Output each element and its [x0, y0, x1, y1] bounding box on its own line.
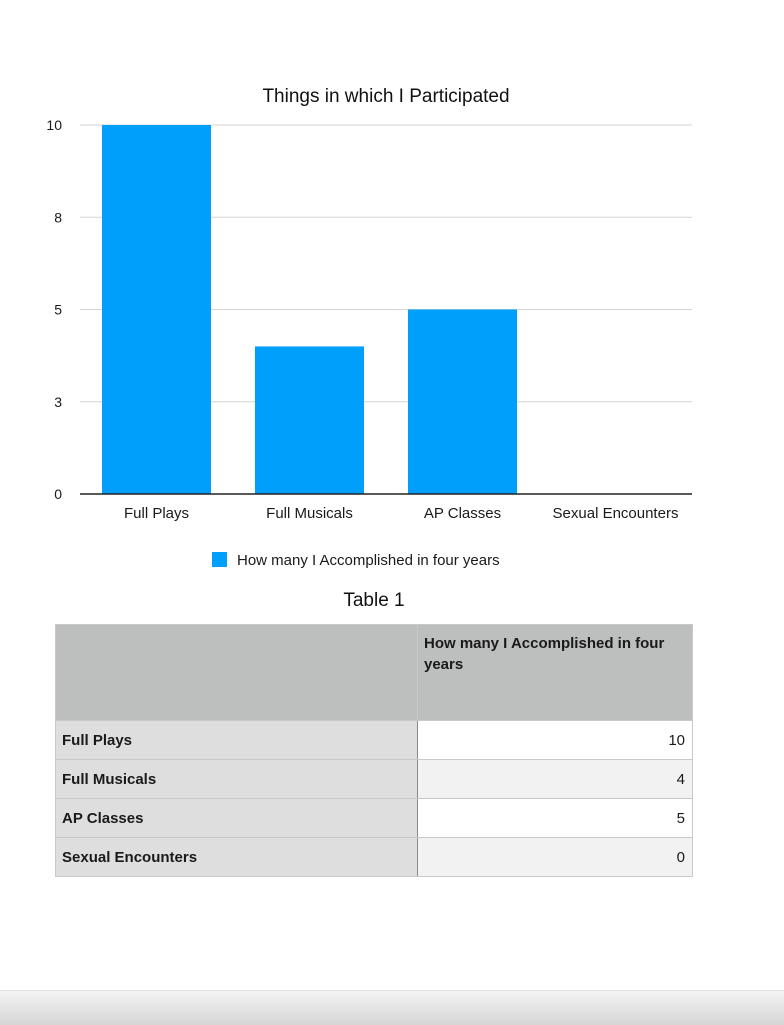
bar — [255, 346, 364, 494]
x-tick-label: Full Musicals — [266, 505, 353, 522]
y-tick-label: 5 — [54, 301, 62, 318]
bar — [102, 125, 211, 494]
window-bottom-edge — [0, 990, 784, 1025]
row-label: Sexual Encounters — [56, 838, 418, 877]
column-header: How many I Accomplished in four years — [418, 625, 693, 721]
row-value: 4 — [418, 760, 693, 799]
legend-swatch — [212, 552, 227, 567]
x-tick-label: AP Classes — [423, 505, 502, 522]
table-corner-cell — [56, 625, 418, 721]
y-axis-ticks — [46, 117, 62, 502]
table-header-row — [56, 625, 693, 721]
table-row — [56, 799, 693, 838]
y-tick-label: 10 — [46, 117, 62, 133]
row-label: AP Classes — [56, 799, 418, 838]
legend-label: How many I Accomplished in four years — [237, 552, 500, 569]
table-row — [56, 721, 693, 760]
row-label: Full Plays — [56, 721, 418, 760]
y-tick-label: 3 — [54, 393, 62, 410]
data-table — [55, 624, 693, 877]
chart-title: Things in which I Participated — [262, 86, 510, 107]
x-tick-label: Full Plays — [123, 505, 190, 522]
y-tick-label: 0 — [54, 486, 62, 502]
x-axis-labels — [124, 505, 678, 522]
legend — [212, 552, 500, 569]
row-value: 5 — [418, 799, 693, 838]
y-tick-label: 8 — [54, 209, 62, 226]
table-row — [56, 838, 693, 877]
table-row — [56, 760, 693, 799]
row-label: Full Musicals — [56, 760, 418, 799]
row-value: 0 — [418, 838, 693, 877]
table-title: Table 1 — [343, 590, 405, 611]
row-value: 10 — [418, 721, 693, 760]
bar — [408, 310, 517, 495]
x-tick-label: Sexual Encounters — [552, 505, 679, 522]
